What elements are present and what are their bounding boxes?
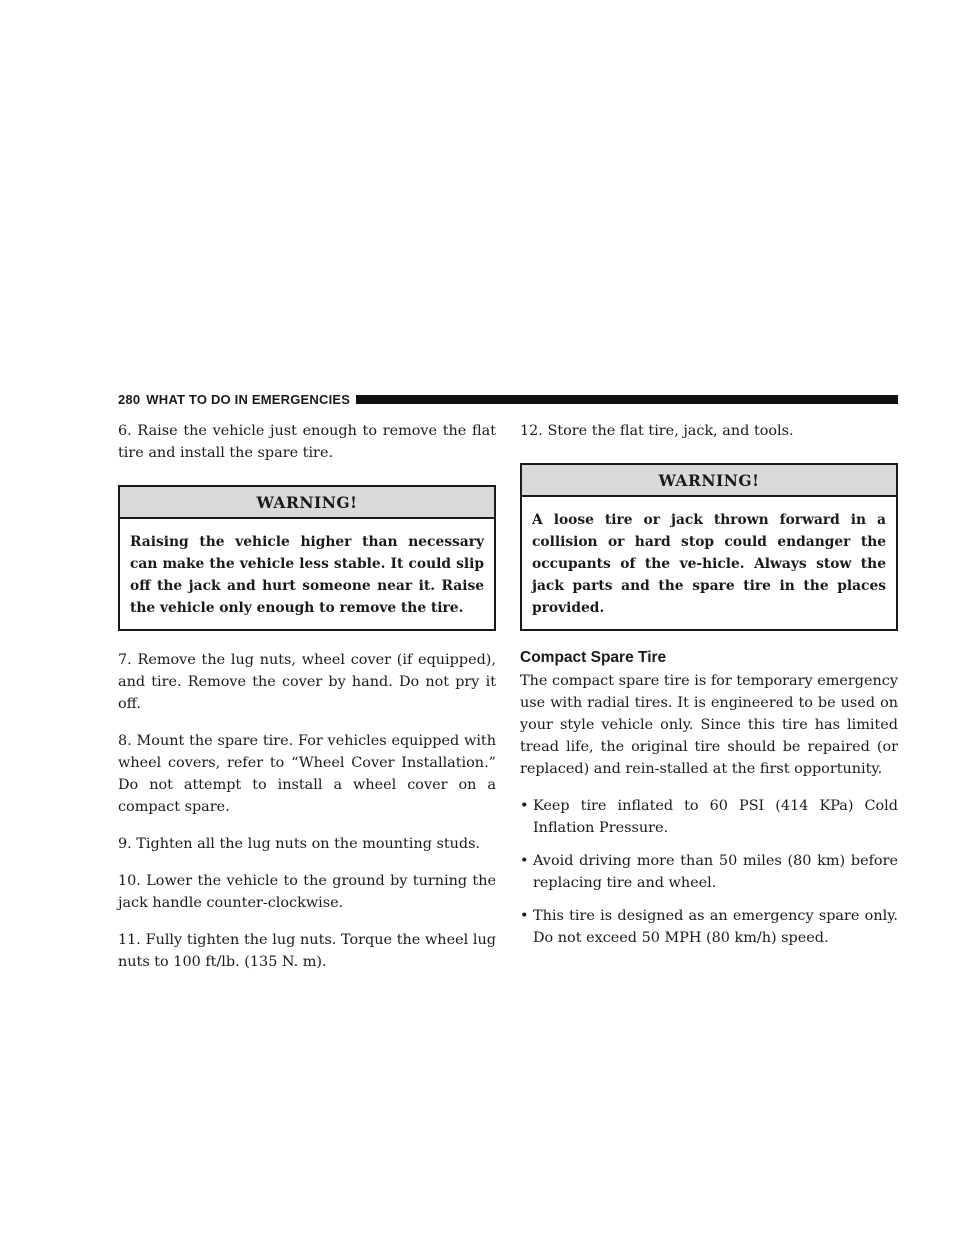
- step-10: 10. Lower the vehicle to the ground by turning the jack handle counter-clockwise.: [118, 873, 496, 911]
- list-item-text: This tire is designed as an emergency spare only. Do not exceed 50 MPH (80 km/h) speed.: [533, 908, 898, 946]
- step-12: 12. Store the flat tire, jack, and tools.: [520, 423, 794, 439]
- list-item-text: Avoid driving more than 50 miles (80 km) before replacing tire and wheel.: [533, 853, 898, 891]
- bullet-icon: •: [520, 798, 529, 814]
- step-8: 8. Mount the spare tire. For vehicles equipped with wheel covers, refer to “Wheel Cover Installation.” Do not attempt to install a wheel cover on a compact spare.: [118, 733, 496, 815]
- list-item-text: Keep tire inflated to 60 PSI (414 KPa) Cold Inflation Pressure.: [533, 798, 898, 836]
- list-item: [520, 850, 898, 894]
- step-9: 9. Tighten all the lug nuts on the mounting studs.: [118, 836, 481, 852]
- warning-box-raising: [118, 485, 496, 631]
- step-7: 7. Remove the lug nuts, wheel cover (if equipped), and tire. Remove the cover by hand. Do not pry it off.: [118, 652, 496, 712]
- page-number: 280: [118, 391, 141, 407]
- bullet-icon: •: [520, 853, 529, 869]
- page-header: [118, 391, 898, 407]
- compact-spare-bullets: [520, 795, 898, 949]
- bullet-icon: •: [520, 908, 529, 924]
- step-6: 6. Raise the vehicle just enough to remove the flat tire and install the spare tire.: [118, 423, 496, 461]
- step-11: 11. Fully tighten the lug nuts. Torque the wheel lug nuts to 100 ft/lb. (135 N. m).: [118, 932, 496, 970]
- warning-text: A loose tire or jack thrown forward in a collision or hard stop could endanger the occupants of the ve-hicle. Always stow the jack parts and the spare tire in the places provided.: [532, 512, 886, 616]
- right-column: [520, 420, 898, 960]
- warning-title: WARNING!: [120, 487, 494, 519]
- warning-text: Raising the vehicle higher than necessary can make the vehicle less stable. It could slip off the jack and hurt someone near it. Raise the vehicle only enough to remove the tire.: [130, 534, 484, 616]
- list-item: [520, 905, 898, 949]
- left-column: [118, 420, 496, 988]
- section-title: WHAT TO DO IN EMERGENCIES: [146, 391, 351, 407]
- compact-spare-body: The compact spare tire is for temporary emergency use with radial tires. It is engineered to be used on your style vehicle only. Since this tire has limited tread life, the original tire should be repaired (or replaced) and rein-stalled at the first opportunity.: [520, 673, 898, 777]
- compact-spare-heading: Compact Spare Tire: [520, 649, 667, 666]
- warning-title: WARNING!: [522, 465, 896, 497]
- warning-box-stow: [520, 463, 898, 631]
- header-rule: [356, 395, 898, 404]
- list-item: [520, 795, 898, 839]
